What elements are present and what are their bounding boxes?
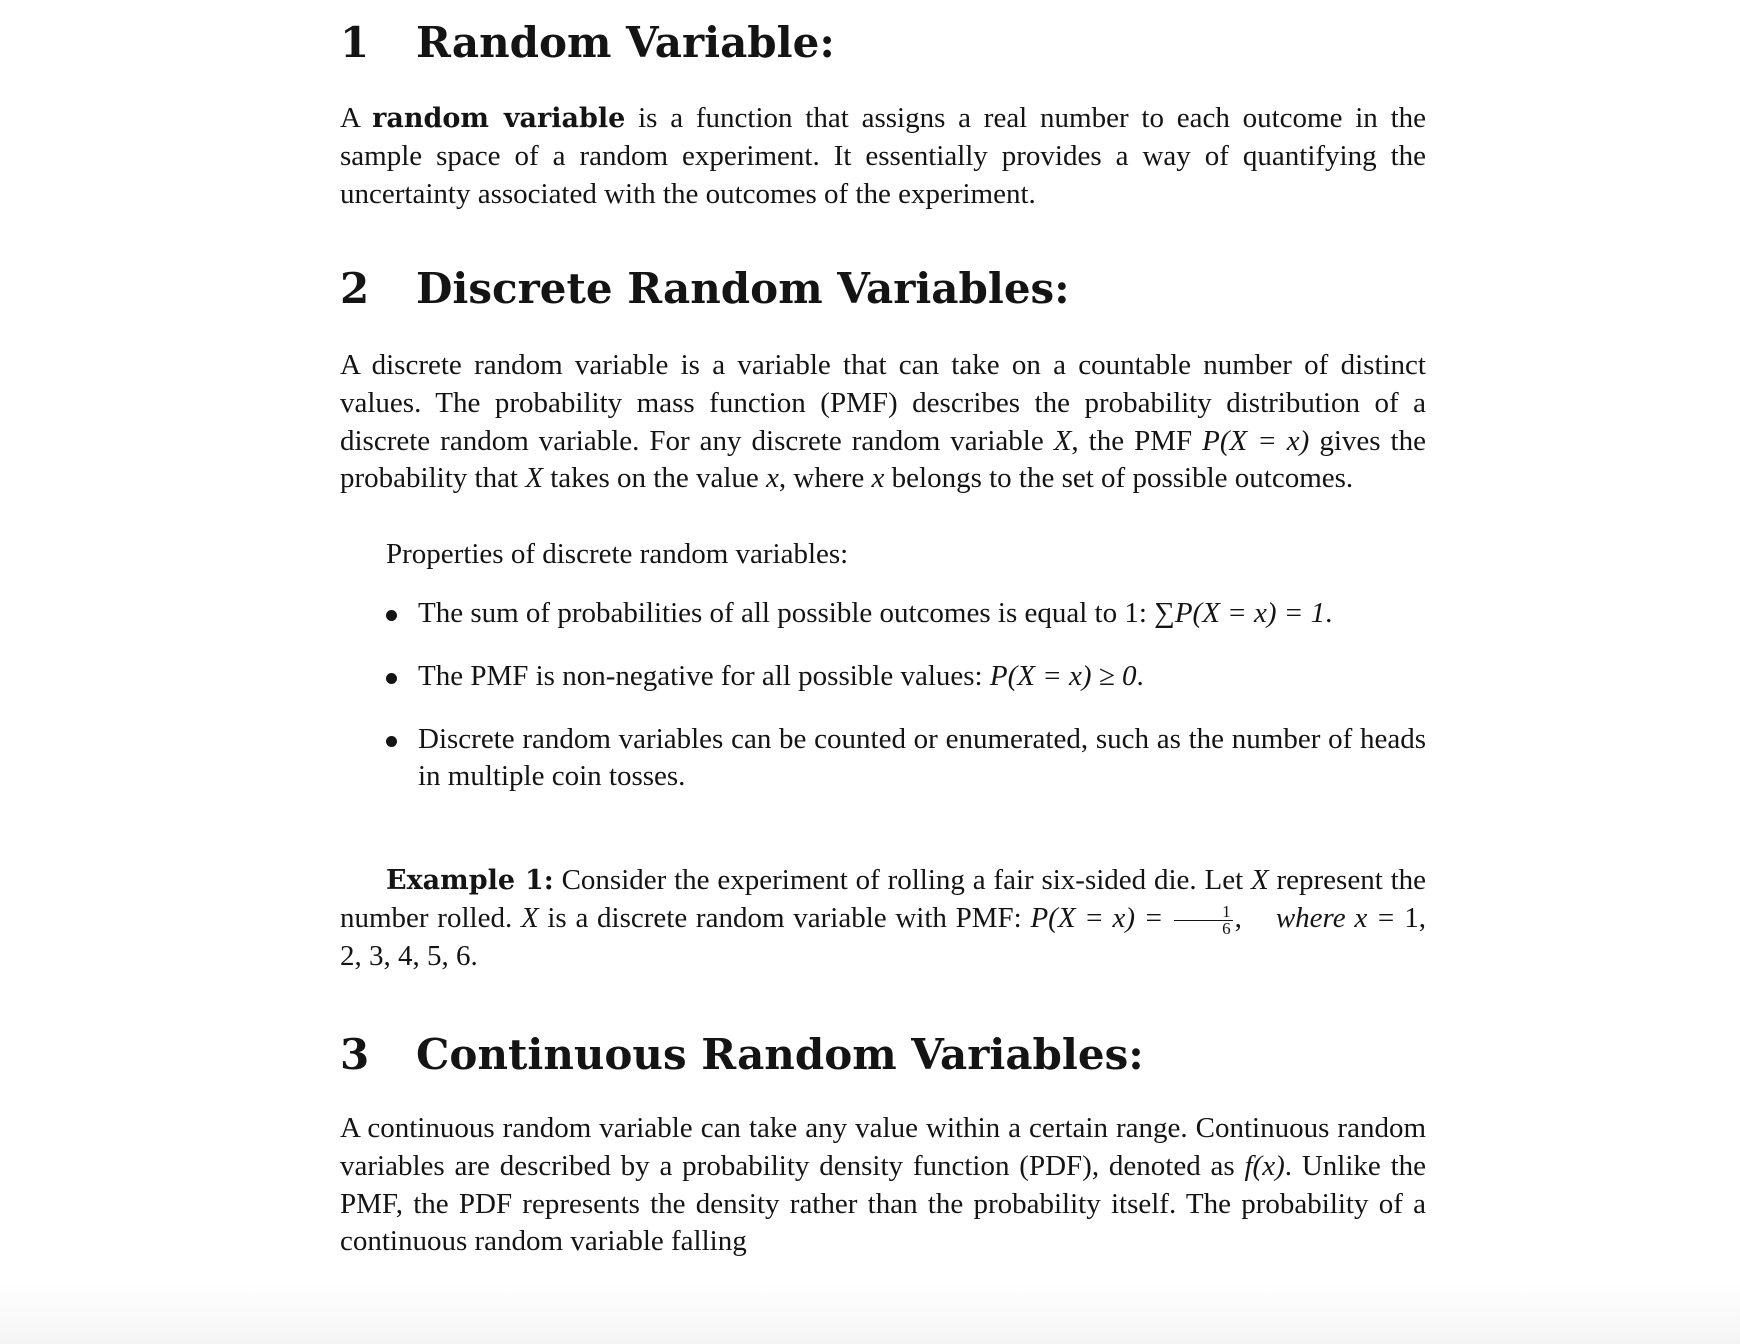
section-number: 1 [340, 18, 370, 67]
text-run: , the PMF [1071, 424, 1203, 457]
bullet-icon [386, 610, 397, 621]
fraction [1174, 901, 1233, 938]
math-inline: P(X = x) = [1030, 901, 1173, 934]
properties-list [386, 595, 1426, 821]
text-run: A [340, 102, 373, 134]
section-title: Random Variable: [416, 18, 835, 67]
section-1-paragraph [340, 100, 1426, 213]
text-run: gives the probability that [340, 424, 1426, 495]
math-inline: X [525, 462, 543, 495]
math-inline: P(X = x) [1202, 424, 1310, 457]
text-run: Discrete random variables can be counted or enumerated, such as the number of heads in multiple coin tosses. [418, 722, 1426, 793]
math-inline: P(X = x) ≥ 0 [989, 659, 1137, 692]
list-item [386, 595, 1426, 633]
text-run: , [1234, 901, 1242, 934]
text-run: is a function that assigns a real number to each outcome in the sample space of a random experiment. It essentially provides a way of quantifying the uncertainty associated with the outcomes of the experiment. [340, 102, 1427, 210]
bullet-icon [386, 673, 397, 684]
text-run: . [1325, 597, 1333, 629]
section-heading-1 [340, 18, 835, 68]
math-inline: X [1250, 864, 1269, 896]
math-inline: X [520, 901, 539, 934]
text-run: The PMF is non-negative for all possible values: [418, 659, 990, 692]
text-run: A discrete random variable is a variable that can take on a countable number of distinct values. The probability mass function (PMF) describes the probability distribution of a discrete random variable. For any discrete random variable [340, 349, 1426, 457]
section-number: 2 [340, 264, 370, 313]
math-inline: f(x) [1244, 1149, 1285, 1182]
list-item [386, 721, 1426, 797]
math-inline: X [1053, 424, 1072, 457]
section-title: Discrete Random Variables: [416, 264, 1070, 313]
list-item [386, 658, 1426, 696]
example-label: Example 1: [386, 865, 554, 896]
text-run: takes on the value [542, 462, 767, 495]
section-number: 3 [340, 1030, 370, 1079]
page-bottom-shadow [0, 1284, 1740, 1344]
text-run: represent the number rolled. [340, 864, 1426, 934]
math-inline: ∑P(X = x) = 1 [1154, 597, 1326, 629]
section-2-paragraph [340, 347, 1426, 498]
text-run: is a discrete random variable with PMF: [538, 901, 1031, 934]
text-run: Consider the experiment of rolling a fair six-sided die. Let [553, 864, 1251, 896]
bullet-icon [386, 736, 397, 747]
text-run: . Unlike the PMF, the PDF represents the density rather than the probability itself. The probability of a continuous random variable falling [340, 1149, 1427, 1258]
text-run: 1, 2, 3, 4, 5, 6. [340, 901, 1426, 972]
section-title: Continuous Random Variables: [416, 1030, 1144, 1079]
text-run: belongs to the set of possible outcomes. [884, 462, 1354, 495]
text-run: . [1136, 659, 1144, 692]
bold-term: random variable [372, 103, 626, 134]
fraction-denominator: 6 [1222, 918, 1231, 938]
math-inline: where x = [1275, 901, 1405, 934]
text-run: , where [778, 462, 872, 495]
fraction-numerator: 1 [1174, 904, 1233, 921]
math-inline: x [766, 462, 779, 495]
section-heading-3 [340, 1030, 1144, 1080]
section-3-paragraph [340, 1110, 1426, 1261]
text-run: A continuous random variable can take any value within a certain range. Continuous random variables are described by a probability density function (PDF), denoted as [340, 1112, 1426, 1182]
math-inline: x [871, 462, 885, 495]
example-paragraph [340, 862, 1426, 975]
section-heading-2 [340, 264, 1070, 314]
text-run: The sum of probabilities of all possible outcomes is equal to 1: [418, 597, 1155, 629]
properties-intro: Properties of discrete random variables: [386, 538, 849, 570]
